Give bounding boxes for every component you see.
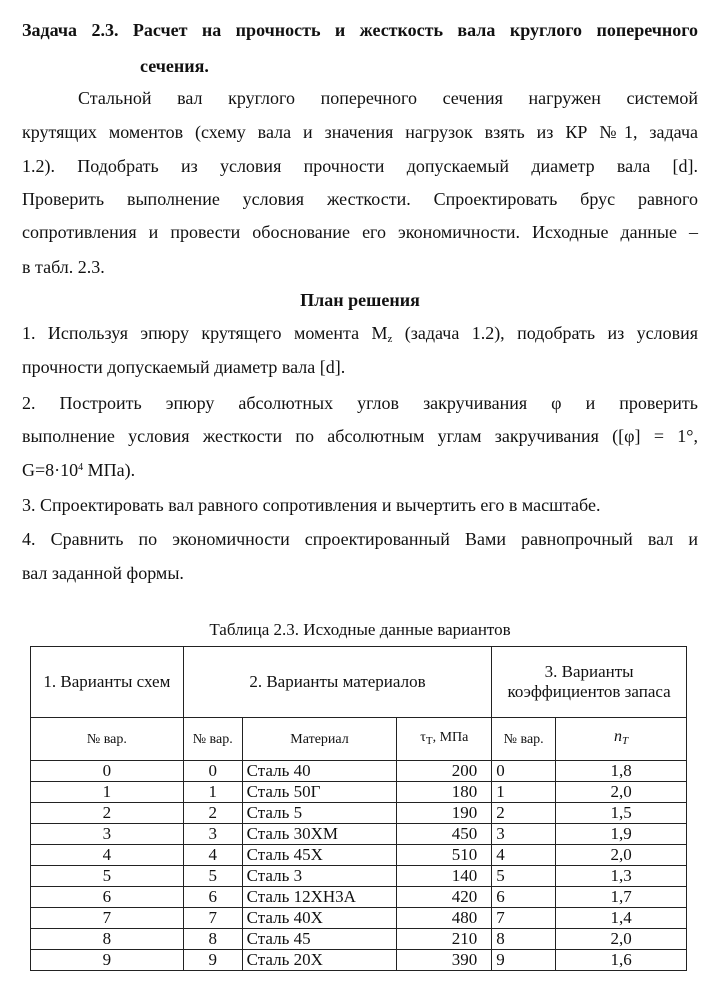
cell-material-number: 1 xyxy=(183,782,242,803)
cell-material: Сталь 40 xyxy=(242,761,397,782)
cell-material: Сталь 12ХН3А xyxy=(242,887,397,908)
table-row xyxy=(31,866,687,887)
cell-tau: 210 xyxy=(397,929,492,950)
cell-material-number: 8 xyxy=(183,929,242,950)
cell-n: 1,6 xyxy=(556,950,687,971)
cell-coef-number: 1 xyxy=(492,782,556,803)
group-header-schemes: 1. Варианты схем xyxy=(31,647,184,718)
cell-n: 1,4 xyxy=(556,908,687,929)
cell-n: 2,0 xyxy=(556,929,687,950)
table-row xyxy=(31,950,687,971)
cell-n: 1,5 xyxy=(556,803,687,824)
cell-n: 1,3 xyxy=(556,866,687,887)
table-row xyxy=(31,761,687,782)
cell-coef-number: 6 xyxy=(492,887,556,908)
table-column-header-row xyxy=(31,718,687,761)
cell-coef-number: 3 xyxy=(492,824,556,845)
plan-step-2-line: 2. Построить эпюру абсолютных углов закручивания φ и проверить xyxy=(22,393,698,413)
cell-scheme-number: 9 xyxy=(31,950,184,971)
variants-table xyxy=(30,646,687,971)
cell-tau: 390 xyxy=(397,950,492,971)
plan-step-4-line: 4. Сравнить по экономичности спроектированный Вами равнопрочный вал и xyxy=(22,529,698,549)
table-caption: Таблица 2.3. Исходные данные вариантов xyxy=(209,620,511,639)
cell-scheme-number: 3 xyxy=(31,824,184,845)
cell-material: Сталь 30ХМ xyxy=(242,824,397,845)
table-row xyxy=(31,782,687,803)
cell-scheme-number: 7 xyxy=(31,908,184,929)
cell-coef-number: 0 xyxy=(492,761,556,782)
cell-tau: 420 xyxy=(397,887,492,908)
table-group-header-row xyxy=(31,647,687,718)
cell-scheme-number: 0 xyxy=(31,761,184,782)
cell-material: Сталь 45 xyxy=(242,929,397,950)
intro-line: Проверить выполнение условия жесткости. Спроектировать брус равного xyxy=(22,189,698,209)
intro-line: сопротивления и провести обоснование его экономичности. Исходные данные – xyxy=(22,222,698,242)
cell-tau: 190 xyxy=(397,803,492,824)
column-header-material-number: № вар. xyxy=(183,718,242,761)
plan-step-4-line: вал заданной формы. xyxy=(22,563,184,583)
column-header-material: Материал xyxy=(242,718,397,761)
plan-step-1-line: 1. Используя эпюру крутящего момента $M_z$ (задача 1.2), подобрать из условия xyxy=(22,323,698,345)
cell-material-number: 2 xyxy=(183,803,242,824)
cell-scheme-number: 5 xyxy=(31,866,184,887)
cell-coef-number: 5 xyxy=(492,866,556,887)
cell-material: Сталь 50Г xyxy=(242,782,397,803)
cell-material: Сталь 20Х xyxy=(242,950,397,971)
cell-material-number: 5 xyxy=(183,866,242,887)
cell-material-number: 7 xyxy=(183,908,242,929)
cell-tau: 140 xyxy=(397,866,492,887)
column-header-tau: $\tau_T$, МПа xyxy=(397,718,492,761)
cell-material: Сталь 45Х xyxy=(242,845,397,866)
cell-coef-number: 9 xyxy=(492,950,556,971)
cell-n: 2,0 xyxy=(556,782,687,803)
column-header-scheme-number: № вар. xyxy=(31,718,184,761)
cell-material-number: 9 xyxy=(183,950,242,971)
cell-scheme-number: 2 xyxy=(31,803,184,824)
cell-tau: 510 xyxy=(397,845,492,866)
table-row xyxy=(31,845,687,866)
task-title: Задача 2.3. Расчет на прочность и жесткость вала круглого поперечного xyxy=(22,20,698,40)
table-row xyxy=(31,929,687,950)
cell-material-number: 3 xyxy=(183,824,242,845)
cell-scheme-number: 4 xyxy=(31,845,184,866)
table-row xyxy=(31,887,687,908)
cell-n: 2,0 xyxy=(556,845,687,866)
cell-scheme-number: 8 xyxy=(31,929,184,950)
cell-tau: 450 xyxy=(397,824,492,845)
plan-heading: План решения xyxy=(300,290,420,310)
cell-material: Сталь 5 xyxy=(242,803,397,824)
cell-scheme-number: 1 xyxy=(31,782,184,803)
intro-line: крутящих моментов (схему вала и значения нагрузок взять из КР №1, задача xyxy=(22,122,698,142)
group-header-materials: 2. Варианты материалов xyxy=(183,647,491,718)
cell-material-number: 4 xyxy=(183,845,242,866)
cell-material: Сталь 3 xyxy=(242,866,397,887)
cell-material-number: 6 xyxy=(183,887,242,908)
cell-material: Сталь 40Х xyxy=(242,908,397,929)
cell-coef-number: 7 xyxy=(492,908,556,929)
cell-coef-number: 4 xyxy=(492,845,556,866)
cell-tau: 180 xyxy=(397,782,492,803)
column-header-n: $n_T$ xyxy=(556,718,687,761)
cell-n: 1,8 xyxy=(556,761,687,782)
table-row xyxy=(31,908,687,929)
table-row xyxy=(31,803,687,824)
plan-step-2-line: выполнение условия жесткости по абсолютным углам закручивания ([φ] = 1°, xyxy=(22,426,698,446)
cell-coef-number: 8 xyxy=(492,929,556,950)
column-header-coef-number: № вар. xyxy=(492,718,556,761)
task-title-continuation: сечения. xyxy=(140,56,209,76)
plan-step-3: 3. Спроектировать вал равного сопротивления и вычертить его в масштабе. xyxy=(22,495,601,515)
cell-tau: 200 xyxy=(397,761,492,782)
cell-n: 1,7 xyxy=(556,887,687,908)
intro-line: в табл. 2.3. xyxy=(22,257,105,277)
group-header-safety: 3. Варианты коэффициентов запаса xyxy=(492,647,687,718)
cell-material-number: 0 xyxy=(183,761,242,782)
intro-line: 1.2). Подобрать из условия прочности допускаемый диаметр вала [d]. xyxy=(22,156,698,176)
cell-n: 1,9 xyxy=(556,824,687,845)
plan-step-2-line: $G=8\cdot 10^4$ МПа). xyxy=(22,460,136,480)
cell-coef-number: 2 xyxy=(492,803,556,824)
intro-line: Стальной вал круглого поперечного сечения нагружен системой xyxy=(78,88,698,108)
cell-scheme-number: 6 xyxy=(31,887,184,908)
table-row xyxy=(31,824,687,845)
plan-step-1-line: прочности допускаемый диаметр вала [d]. xyxy=(22,357,346,377)
cell-tau: 480 xyxy=(397,908,492,929)
